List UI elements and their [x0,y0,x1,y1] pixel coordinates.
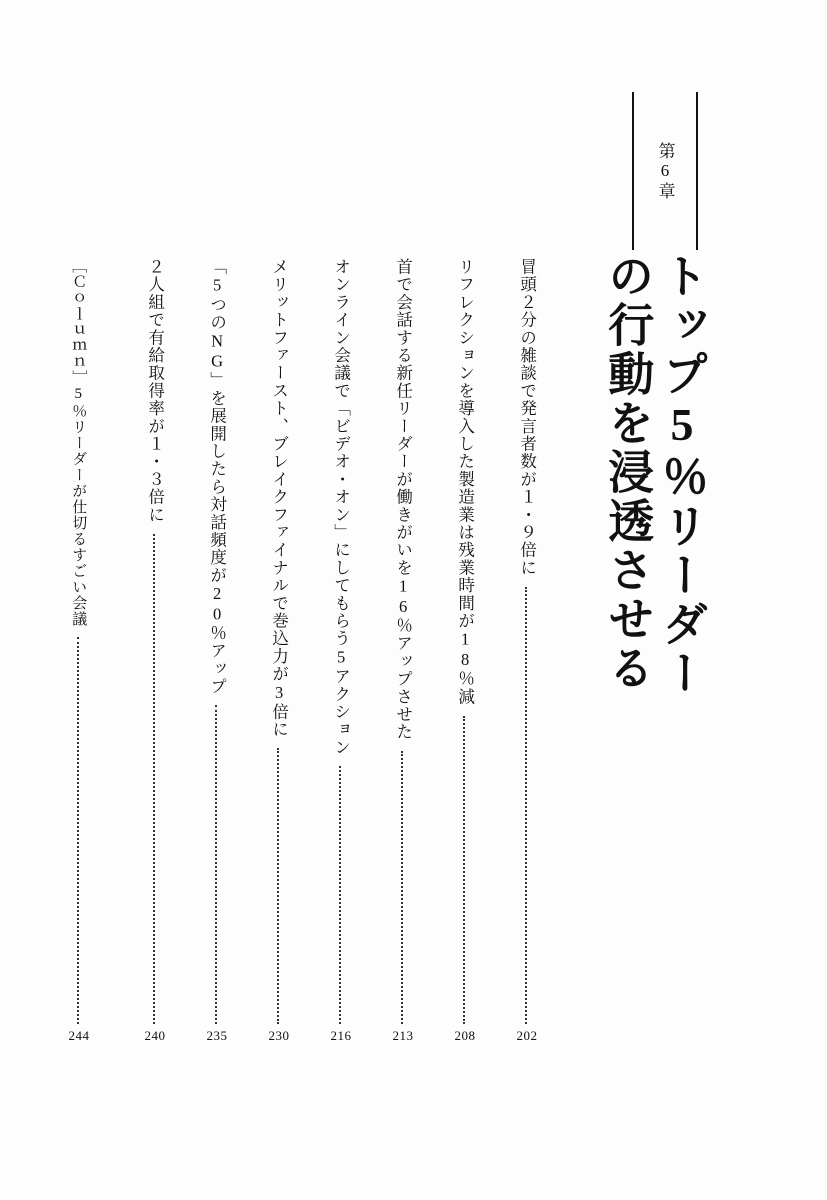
toc-entry-title: オンライン会議で「ビデオ・オン」にしてもらう5アクション [331,258,351,757]
toc-entry[interactable] [390,258,416,1048]
toc-page-number: 235 [206,1028,228,1043]
toc-entry-title: 冒頭２分の雑談で発言者数が１・９倍に [517,258,537,577]
toc-page-number: 230 [268,1028,290,1043]
toc-entry-title: ２人組で有給取得率が１・３倍に [145,258,165,524]
toc-page-number: 213 [392,1028,414,1043]
toc-entry[interactable] [204,258,230,1048]
chapter-title: トップ5％リーダーの行動を浸透させる [602,252,708,698]
toc-leader-dots [77,637,81,1024]
toc-entry-title: メリットファースト、ブレイクファイナルで巻込力が3倍に [269,258,289,739]
toc-leader-dots [401,751,405,1024]
chapter-number-marker [632,92,698,250]
toc-entry[interactable] [266,258,292,1048]
toc-entry-title: ［Ｃｏｌｕｍｎ］5％リーダーが仕切るすごい会議 [70,258,87,627]
toc-entry[interactable] [452,258,478,1048]
toc-entry-title: 首で会話する新任リーダーが働きがいを16％アップさせた [393,258,413,741]
toc-leader-dots [525,587,529,1024]
toc-page-number: 244 [68,1028,90,1043]
toc-leader-dots [463,716,467,1025]
toc-entry[interactable] [142,258,168,1048]
toc-entry[interactable] [328,258,354,1048]
toc-leader-dots [215,705,219,1024]
toc-entry-title: リフレクションを導入した製造業は残業時間が18％減 [455,258,475,706]
toc-entry-list [68,258,540,1058]
toc-entry[interactable] [514,258,540,1048]
toc-entry[interactable] [66,258,92,1048]
chapter-number-label: 第6章 [655,141,675,201]
toc-page-number: 208 [454,1028,476,1043]
toc-leader-dots [277,748,281,1024]
toc-page-number: 216 [330,1028,352,1043]
toc-page-number: 240 [144,1028,166,1043]
toc-leader-dots [153,534,157,1025]
toc-page-number: 202 [516,1028,538,1043]
toc-entry-title: 「5つのNG」を展開したら対話頻度が20％アップ [207,258,227,696]
toc-leader-dots [339,766,343,1024]
